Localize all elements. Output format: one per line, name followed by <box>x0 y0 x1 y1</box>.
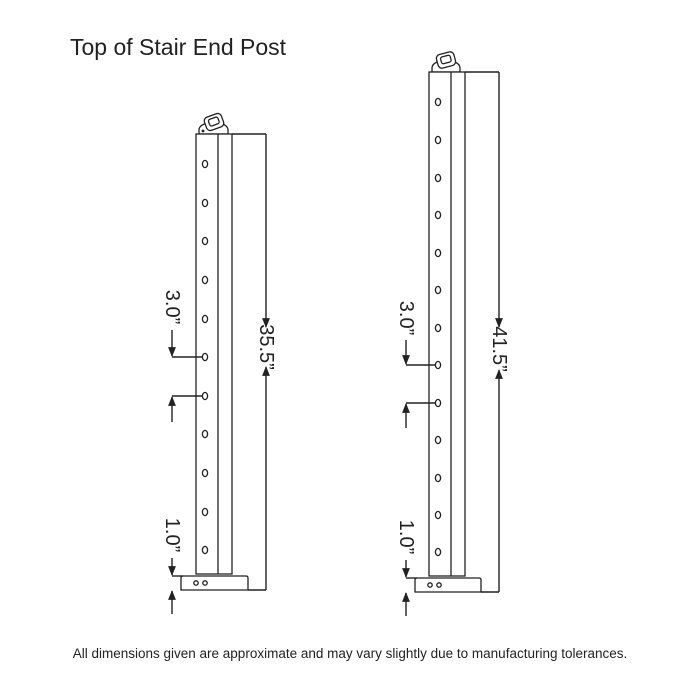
post-tall-spacing-label: 3.0” <box>395 300 417 336</box>
post-short <box>181 112 248 590</box>
post-short-offset-label: 1.0” <box>161 517 183 553</box>
post-tall-base <box>415 578 481 592</box>
disclaimer-note: All dimensions given are approximate and may vary slightly due to manufacturing tolerances. <box>72 646 628 661</box>
post-short-base <box>181 576 248 590</box>
post-tall <box>415 51 481 592</box>
post-short-cap <box>199 112 228 134</box>
post-short-body <box>196 134 232 574</box>
post-tall-offset-label: 1.0” <box>395 519 417 555</box>
diagram-title: Top of Stair End Post <box>70 34 287 60</box>
post-short-spacing-label: 3.0” <box>161 289 183 325</box>
post-tall-height-label: 41.5” <box>488 326 510 372</box>
post-tall-body <box>429 72 465 576</box>
post-short-height-label: 35.5” <box>255 324 277 370</box>
